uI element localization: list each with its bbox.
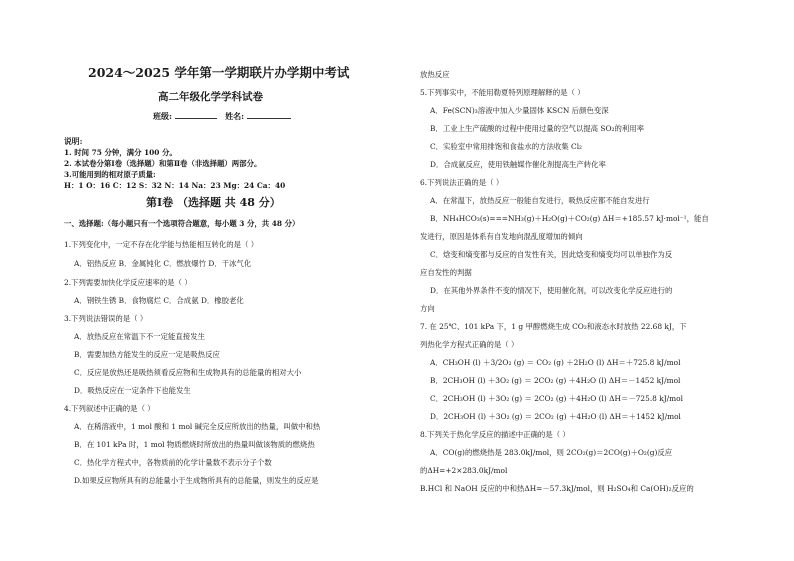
notes-line: 3.可能用到的相对原子质量:: [64, 170, 156, 179]
option-a: A．在常温下，放热反应一般能自发进行，吸热反应都不能自发进行: [430, 196, 650, 205]
question-7: 7. 在 25℃、101 kPa 下，1 g 甲醇燃烧生成 CO₂和液态水时放热 22.68 kJ，下: [420, 322, 687, 331]
option-c: C．焓变和熵变都与反应的自发性有关，因此焓变和熵变均可以单独作为反: [430, 250, 673, 259]
option-d: D．吸热反应在一定条件下也能发生: [74, 386, 191, 395]
question-4: 4.下列叙述中正确的是（ ）: [64, 404, 155, 413]
option-d: D.如果反应物所具有的总能量小于生成物所具有的总能量，则发生的反应是: [74, 476, 319, 485]
continued-text: 放热反应: [420, 70, 450, 79]
option-c: C．热化学方程式中，各物质前的化学计量数不表示分子个数: [74, 458, 272, 467]
question-2-options: A．钢铁生锈 B．食物腐烂 C．合成氨 D．橡胶老化: [74, 296, 244, 305]
option-d: D．合成氨反应，使用铁触媒作催化剂提高生产转化率: [430, 160, 606, 169]
option-d: D．2CH₃OH (l) ＋3O₂ (g) ＝ 2CO₂ (g) ＋4H₂O (l) ΔH＝＋1452 kJ/mol: [430, 412, 681, 421]
question-1-options: A．铝热反应 B．金属钝化 C．燃放爆竹 D．干冰气化: [74, 259, 252, 268]
option-b: B．工业上生产硫酸的过程中使用过量的空气以提高 SO₂的利用率: [430, 124, 645, 133]
question-8: 8.下列关于热化学反应的描述中正确的是（ ）: [420, 430, 570, 439]
class-label: 班级:: [153, 111, 172, 121]
notes-heading: 说明:: [64, 137, 83, 146]
notes-line: 2. 本试卷分第Ⅰ卷（选择题）和第Ⅱ卷（非选择题）两部分。: [64, 159, 262, 168]
option-a: A．CH₃OH (l) ＋3/2O₂ (g) ＝ CO₂ (g) ＋2H₂O (l) ΔH＝＋725.8 kJ/mol: [430, 358, 681, 367]
class-input[interactable]: [175, 110, 217, 119]
question-3: 3.下列说法错误的是（ ）: [64, 314, 148, 323]
exam-title: 2024～2025 学年第一学期联片办学期中考试: [88, 65, 350, 80]
question-7-continued: 列热化学方程式正确的是（ ）: [420, 340, 519, 349]
option-a: A．在稀溶液中，1 mol 酸和 1 mol 碱完全反应所放出的热量，叫做中和热: [74, 422, 321, 431]
option-a: A．放热反应在常温下不一定能直接发生: [74, 332, 205, 341]
question-6: 6.下列说法正确的是（ ）: [420, 178, 504, 187]
student-info-line: [153, 110, 291, 121]
notes-line: 1. 时间 75 分钟，满分 100 分。: [64, 148, 177, 157]
option-a: A．Fe(SCN)₃溶液中加入少量固体 KSCN 后颜色变深: [430, 106, 609, 115]
question-5: 5.下列事实中，不能用勒夏特列原理解释的是（ ）: [420, 88, 585, 97]
name-label: 姓名:: [225, 111, 245, 121]
exam-subtitle: 高二年级化学学科试卷: [158, 91, 263, 103]
option-b: B．NH₄HCO₃(s)===NH₃(g)＋H₂O(g)＋CO₂(g) ΔH＝+185.57 kJ·mol⁻¹，能自: [430, 214, 709, 223]
section-title: 第Ⅰ卷 （选择题 共 48 分）: [146, 196, 281, 209]
option-c-continued: 应自发性的判据: [420, 268, 472, 277]
option-c: C．实验室中常用排饱和食盐水的方法收集 Cl₂: [430, 142, 583, 151]
option-d-continued: 方向: [420, 304, 435, 313]
option-a: A．CO(g)的燃烧热是 283.0kJ/mol，则 2CO₂(g)＝2CO(g)＋O₂(g)反应: [430, 448, 673, 457]
option-b: B．需要加热方能发生的反应一定是吸热反应: [74, 350, 220, 359]
option-b-continued: 发进行，原因是体系有自发地向混乱度增加的倾向: [420, 232, 583, 241]
option-c: C．反应是放热还是吸热须看反应物和生成物具有的总能量的相对大小: [74, 368, 302, 377]
option-d: D．在其他外界条件不变的情况下，使用催化剂，可以改变化学反应进行的: [430, 286, 673, 295]
option-b: B．2CH₃OH (l) ＋3O₂ (g) ＝ 2CO₂ (g) ＋4H₂O (l) ΔH＝－1452 kJ/mol: [430, 376, 681, 385]
section-instruction: 一、选择题:（每小题只有一个选项符合题意，每小题 3 分，共 48 分）: [64, 219, 300, 228]
atomic-masses: H：1 O：16 C：12 S：32 N：14 Na：23 Mg：24 Ca：40: [64, 181, 286, 190]
option-a-continued: 的ΔH=+2×283.0kJ/mol: [420, 466, 508, 475]
question-2: 2.下列需要加快化学反应速率的是（ ）: [64, 278, 192, 287]
option-c: C．2CH₃OH (l) ＋3O₂ (g) ＝ 2CO₂ (g) ＋4H₂O (l) ΔH＝－725.8 kJ/mol: [430, 394, 683, 403]
option-b: B.HCl 和 NaOH 反应的中和热ΔH=－57.3kJ/mol，则 H₂SO₄和 Ca(OH)₂反应的: [420, 484, 694, 493]
name-input[interactable]: [247, 110, 291, 119]
option-b: B．在 101 kPa 时，1 mol 物质燃烧时所放出的热量叫做该物质的燃烧热: [74, 440, 315, 449]
question-1: 1.下列变化中，一定不存在化学能与热能相互转化的是（ ）: [64, 240, 259, 249]
